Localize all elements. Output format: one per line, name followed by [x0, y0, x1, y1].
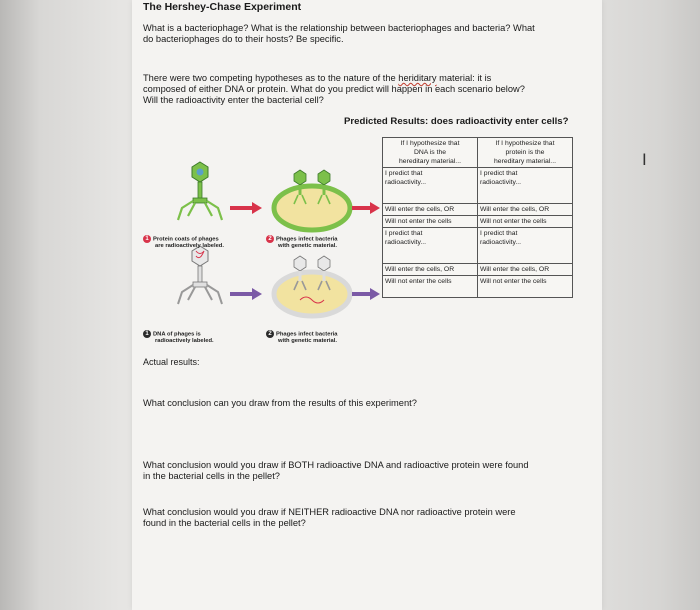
question-bacteriophage-line2: do bacteriophages do to their hosts? Be specific. [143, 34, 344, 44]
arrow-red-icon-2 [352, 202, 380, 214]
caption-phages-infect-1: 2 Phages infect bacteria with genetic material. [266, 235, 338, 250]
bacterium-infected-protein-icon [274, 170, 350, 230]
table-row [383, 264, 573, 276]
header-dna-hypothesis: If I hypothesize that DNA is the hereditary material... [383, 138, 478, 168]
phage-dna-labeled-icon [178, 246, 222, 304]
table-row [383, 168, 573, 204]
predict-cell-dna-bottom[interactable]: I predict that radioactivity... [383, 228, 478, 264]
caption-dna-labeled: 1 DNA of phages is radioactively labeled. [143, 330, 214, 345]
table-row [383, 204, 573, 216]
caption-protein-labeled: 1 Protein coats of phages are radioactively labeled. [143, 235, 224, 250]
actual-results-label: Actual results: [143, 357, 200, 367]
hershey-chase-diagram [140, 150, 380, 360]
caption-phages-infect-2: 2 Phages infect bacteria with genetic material. [266, 330, 338, 345]
table-row [383, 138, 573, 168]
option-cell[interactable]: Will enter the cells, OR [383, 204, 478, 216]
bacterium-infected-dna-icon [274, 256, 350, 316]
option-cell[interactable]: Will not enter the cells [383, 216, 478, 228]
option-cell[interactable]: Will not enter the cells [383, 276, 478, 298]
phage-protein-labeled-icon [178, 162, 222, 220]
question-neither-line2: found in the bacterial cells in the pellet? [143, 518, 306, 528]
option-cell[interactable]: Will not enter the cells [478, 216, 573, 228]
option-cell[interactable]: Will not enter the cells [478, 276, 573, 298]
header-protein-hypothesis: If I hypothesize that protein is the hereditary material... [478, 138, 573, 168]
hypotheses-paragraph-line2: composed of either DNA or protein. What do you predict will happen in each scenario below? [143, 84, 525, 94]
option-cell[interactable]: Will enter the cells, OR [383, 264, 478, 276]
step-number-badge: 2 [266, 235, 274, 243]
hypotheses-paragraph-line3: Will the radioactivity enter the bacterial cell? [143, 95, 324, 105]
prediction-table [382, 137, 573, 298]
predict-cell-protein-bottom[interactable]: I predict that radioactivity... [478, 228, 573, 264]
worksheet-title: The Hershey-Chase Experiment [143, 1, 302, 13]
step-number-badge: 2 [266, 330, 274, 338]
table-row [383, 228, 573, 264]
text-cursor-icon: I [642, 150, 647, 169]
arrow-purple-icon-2 [352, 288, 380, 300]
predicted-results-heading: Predicted Results: does radioactivity enter cells? [344, 116, 569, 127]
predict-cell-dna-top[interactable]: I predict that radioactivity... [383, 168, 478, 204]
predict-cell-protein-top[interactable]: I predict that radioactivity... [478, 168, 573, 204]
question-bacteriophage-line1: What is a bacteriophage? What is the relationship between bacteriophages and bacteria? What [143, 23, 535, 33]
question-neither-line1: What conclusion would you draw if NEITHER radioactive DNA nor radioactive protein were [143, 507, 516, 517]
table-row [383, 216, 573, 228]
step-number-badge: 1 [143, 330, 151, 338]
option-cell[interactable]: Will enter the cells, OR [478, 264, 573, 276]
question-both-line1: What conclusion would you draw if BOTH radioactive DNA and radioactive protein were found [143, 460, 529, 470]
question-conclusion: What conclusion can you draw from the results of this experiment? [143, 398, 417, 408]
misspelled-word: heriditary [398, 73, 437, 83]
option-cell[interactable]: Will enter the cells, OR [478, 204, 573, 216]
arrow-purple-icon-1 [230, 288, 262, 300]
hypotheses-paragraph-line1: There were two competing hypotheses as to the nature of the heriditary material: it is [143, 73, 492, 83]
table-row [383, 276, 573, 298]
question-both-line2: in the bacterial cells in the pellet? [143, 471, 280, 481]
arrow-red-icon-1 [230, 202, 262, 214]
step-number-badge: 1 [143, 235, 151, 243]
